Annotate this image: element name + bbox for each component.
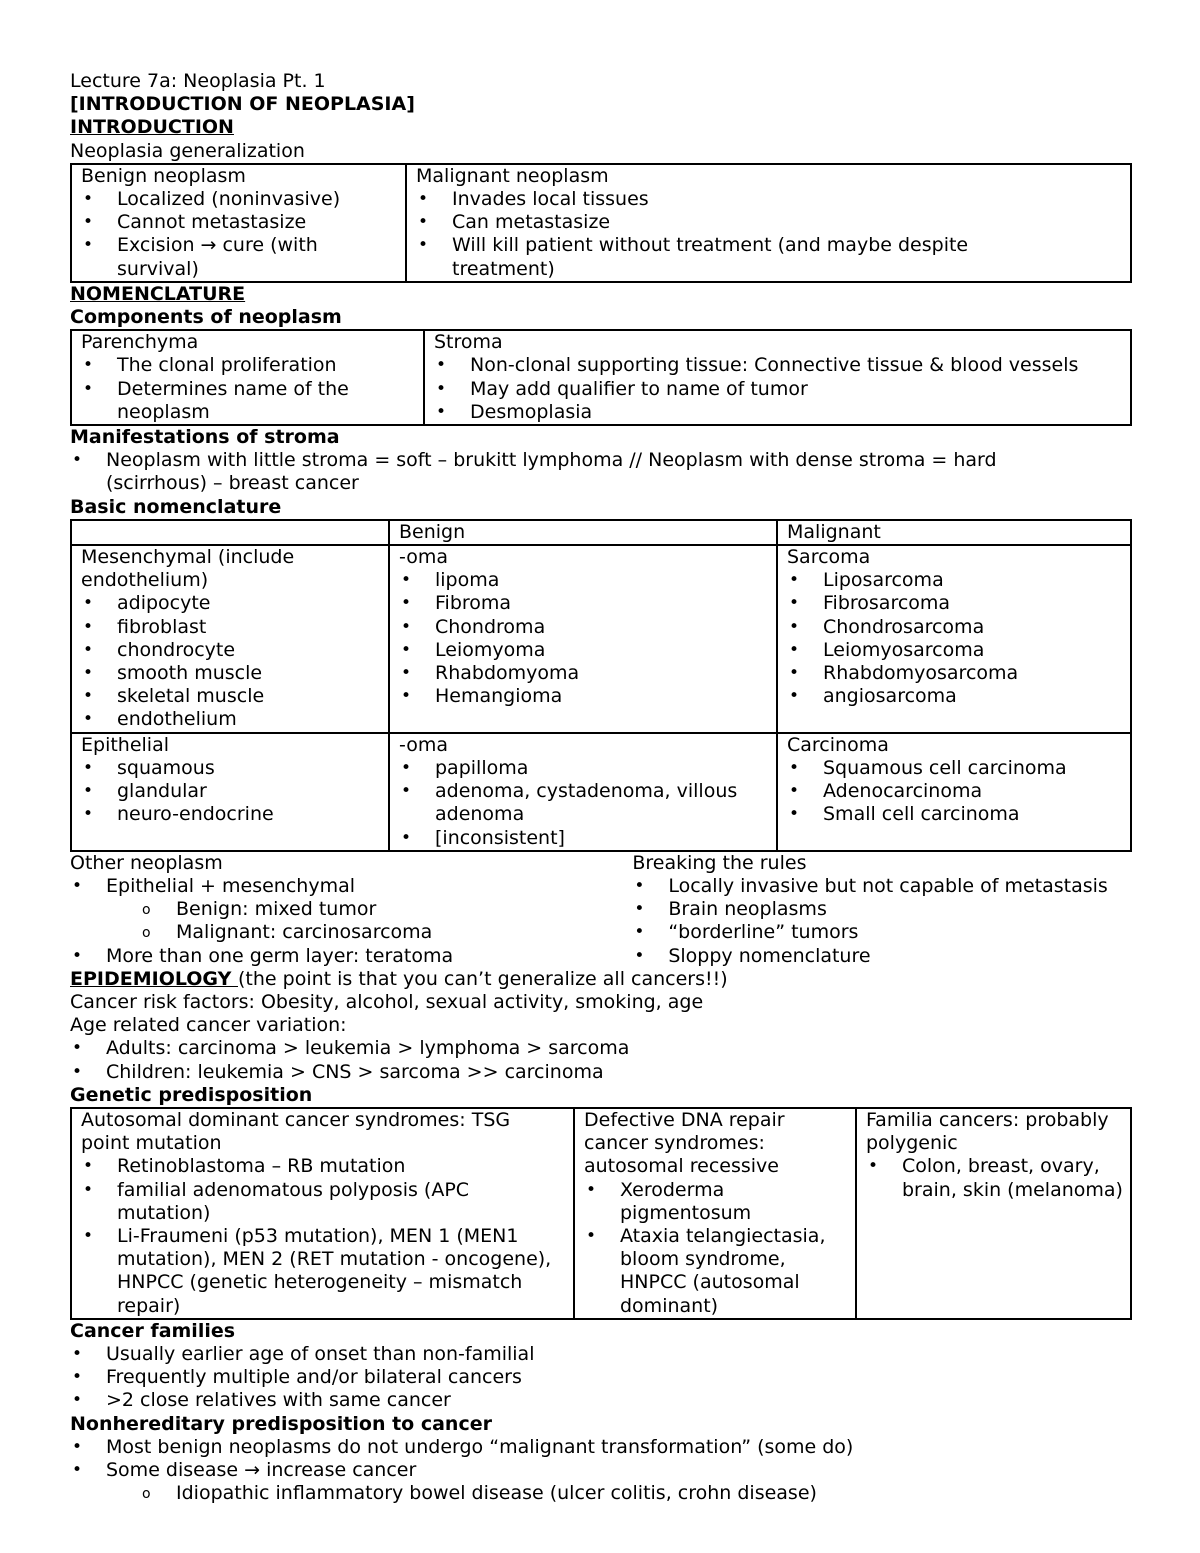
- list-item: • endothelium: [81, 708, 388, 731]
- list-item: • Cannot metastasize: [81, 211, 405, 234]
- empty-header-cell: [71, 520, 389, 545]
- list-item: • Xeroderma pigmentosum: [584, 1179, 855, 1225]
- list-item: • Non-clonal supporting tissue: Connective tissue & blood vessels: [434, 354, 1130, 377]
- epidemiology-line: [70, 968, 1130, 991]
- list-item: • Invades local tissues: [416, 188, 1130, 211]
- list-item: • angiosarcoma: [787, 685, 1130, 708]
- stroma-cell: [424, 330, 1131, 425]
- document-page: [70, 70, 1130, 1505]
- benign-title: Benign neoplasm: [81, 164, 246, 187]
- suffix-title: -oma: [399, 546, 448, 569]
- list-item: • “borderline” tumors: [632, 921, 1130, 944]
- dna-repair-title: Defective DNA repair cancer syndromes: autosomal recessive: [584, 1108, 785, 1178]
- malignant-cell: [406, 164, 1131, 282]
- list-item: • Will kill patient without treatment (and maybe despite treatment): [416, 234, 1130, 280]
- autosomal-dominant-title: Autosomal dominant cancer syndromes: TSG point mutation: [81, 1108, 511, 1155]
- list-item: • Chondroma: [399, 616, 776, 639]
- lecture-title: Lecture 7a: Neoplasia Pt. 1: [70, 70, 326, 92]
- list-item: • Colon, breast, ovary, brain, skin (melanoma): [866, 1155, 1130, 1201]
- epidemiology-note: (the point is that you can’t generalize all cancers!!): [238, 967, 728, 990]
- sub-list-item: o Idiopathic inflammatory bowel disease (ulcer colitis, crohn disease): [70, 1482, 1130, 1505]
- components-heading: Components of neoplasm: [70, 306, 342, 329]
- list-item: • Excision → cure (with survival): [81, 234, 405, 280]
- list-item: • Adults: carcinoma > leukemia > lymphoma > sarcoma: [70, 1037, 1130, 1060]
- list-item: • Desmoplasia: [434, 401, 1130, 424]
- list-item: • glandular: [81, 780, 388, 803]
- genetic-predisposition-table: [70, 1107, 1132, 1320]
- list-item: • Rhabdomyosarcoma: [787, 662, 1130, 685]
- list-item: • Frequently multiple and/or bilateral cancers: [70, 1366, 1130, 1389]
- list-item: • Li-Fraumeni (p53 mutation), MEN 1 (MEN1 mutation), MEN 2 (RET mutation - oncogene), HNPCC (genetic heterogeneity – mismatch repair): [81, 1225, 573, 1318]
- list-item: • chondrocyte: [81, 639, 388, 662]
- list-item: • lipoma: [399, 569, 776, 592]
- list-item: • Squamous cell carcinoma: [787, 757, 1130, 780]
- list-item: • More than one germ layer: teratoma: [70, 945, 632, 968]
- parenchyma-title: Parenchyma: [81, 331, 199, 354]
- list-item: • May add qualifier to name of tumor: [434, 378, 1130, 401]
- sub-list-item: o Benign: mixed tumor: [70, 898, 632, 921]
- dna-repair-cell: [574, 1108, 856, 1319]
- list-item: • Neoplasm with little stroma = soft – brukitt lymphoma // Neoplasm with dense stroma = hard (scirrhous) – breast cancer: [70, 449, 1070, 495]
- other-neoplasm-column: [70, 852, 632, 968]
- familial-cancers-cell: [856, 1108, 1131, 1319]
- intro-heading: INTRODUCTION: [70, 116, 234, 139]
- list-item: • adipocyte: [81, 592, 388, 615]
- list-item: • Leiomyosarcoma: [787, 639, 1130, 662]
- list-item: • smooth muscle: [81, 662, 388, 685]
- mesenchymal-benign-cell: [389, 545, 777, 733]
- carcinoma-title: Carcinoma: [787, 733, 889, 756]
- list-item: • squamous: [81, 757, 388, 780]
- epithelial-title: Epithelial: [81, 733, 170, 756]
- malignant-title: Malignant neoplasm: [416, 164, 609, 187]
- intro-subheading: Neoplasia generalization: [70, 139, 305, 162]
- list-item: • Liposarcoma: [787, 569, 1130, 592]
- stroma-title: Stroma: [434, 331, 503, 354]
- parenchyma-cell: [71, 330, 424, 425]
- list-item: • Brain neoplasms: [632, 898, 1130, 921]
- malignant-header: Malignant: [777, 520, 1131, 545]
- autosomal-dominant-cell: [71, 1108, 574, 1319]
- mesenchymal-malignant-cell: [777, 545, 1131, 733]
- nomenclature-heading: NOMENCLATURE: [70, 282, 246, 305]
- basic-nomenclature-heading: Basic nomenclature: [70, 495, 282, 518]
- list-item: • Chondrosarcoma: [787, 616, 1130, 639]
- age-variation-title: Age related cancer variation:: [70, 1014, 347, 1037]
- epidemiology-heading: EPIDEMIOLOGY: [70, 967, 238, 990]
- list-item: • Locally invasive but not capable of metastasis: [632, 875, 1130, 898]
- epithelial-benign-cell: [389, 733, 777, 851]
- mesenchymal-cell: [71, 545, 389, 733]
- sarcoma-title: Sarcoma: [787, 546, 871, 569]
- list-item: • skeletal muscle: [81, 685, 388, 708]
- list-item: • Hemangioma: [399, 685, 776, 708]
- sub-list-item: o Malignant: carcinosarcoma: [70, 921, 632, 944]
- epithelial-cell: [71, 733, 389, 851]
- components-table: [70, 329, 1132, 426]
- list-item: • Determines name of the neoplasm: [81, 378, 423, 424]
- benign-header: Benign: [389, 520, 777, 545]
- list-item: • Localized (noninvasive): [81, 188, 405, 211]
- cancer-families-heading: Cancer families: [70, 1319, 236, 1342]
- list-item: • Epithelial + mesenchymal: [70, 875, 632, 898]
- benign-cell: [71, 164, 406, 282]
- list-item: • adenoma, cystadenoma, villous adenoma: [399, 780, 776, 826]
- manifestations-heading: Manifestations of stroma: [70, 426, 340, 449]
- list-item: • Most benign neoplasms do not undergo “malignant transformation” (some do): [70, 1436, 1130, 1459]
- list-item: • Small cell carcinoma: [787, 803, 1130, 826]
- list-item: • familial adenomatous polyposis (APC mutation): [81, 1179, 573, 1225]
- section-title: [INTRODUCTION OF NEOPLASIA]: [70, 93, 415, 116]
- familial-cancers-title: Familia cancers: probably polygenic: [866, 1108, 1109, 1155]
- list-item: • Rhabdomyoma: [399, 662, 776, 685]
- list-item: • papilloma: [399, 757, 776, 780]
- list-item: • fibroblast: [81, 616, 388, 639]
- risk-factors: Cancer risk factors: Obesity, alcohol, sexual activity, smoking, age: [70, 990, 704, 1013]
- list-item: • Fibroma: [399, 592, 776, 615]
- mesenchymal-title: Mesenchymal (include endothelium): [81, 546, 295, 592]
- breaking-rules-title: Breaking the rules: [632, 851, 807, 874]
- list-item: • Can metastasize: [416, 211, 1130, 234]
- list-item: • Adenocarcinoma: [787, 780, 1130, 803]
- other-neoplasm-title: Other neoplasm: [70, 851, 223, 874]
- list-item: • Usually earlier age of onset than non-familial: [70, 1343, 1130, 1366]
- other-and-rules-section: [70, 852, 1130, 968]
- list-item: • Sloppy nomenclature: [632, 945, 1130, 968]
- list-item: • >2 close relatives with same cancer: [70, 1389, 1130, 1412]
- suffix-title: -oma: [399, 733, 448, 756]
- list-item: • Some disease → increase cancer: [70, 1459, 1130, 1482]
- nonhereditary-heading: Nonhereditary predisposition to cancer: [70, 1412, 492, 1435]
- list-item: • Retinoblastoma – RB mutation: [81, 1155, 573, 1178]
- basic-nomenclature-table: [70, 519, 1132, 852]
- list-item: • neuro-endocrine: [81, 803, 388, 826]
- epithelial-malignant-cell: [777, 733, 1131, 851]
- list-item: • Leiomyoma: [399, 639, 776, 662]
- benign-malignant-table: [70, 163, 1132, 283]
- list-item: • The clonal proliferation: [81, 354, 423, 377]
- list-item: • Ataxia telangiectasia, bloom syndrome, HNPCC (autosomal dominant): [584, 1225, 855, 1318]
- list-item: • Fibrosarcoma: [787, 592, 1130, 615]
- list-item: • Children: leukemia > CNS > sarcoma >> carcinoma: [70, 1061, 1130, 1084]
- genetic-heading: Genetic predisposition: [70, 1083, 313, 1106]
- breaking-rules-column: [632, 852, 1130, 968]
- list-item: • [inconsistent]: [399, 827, 776, 850]
